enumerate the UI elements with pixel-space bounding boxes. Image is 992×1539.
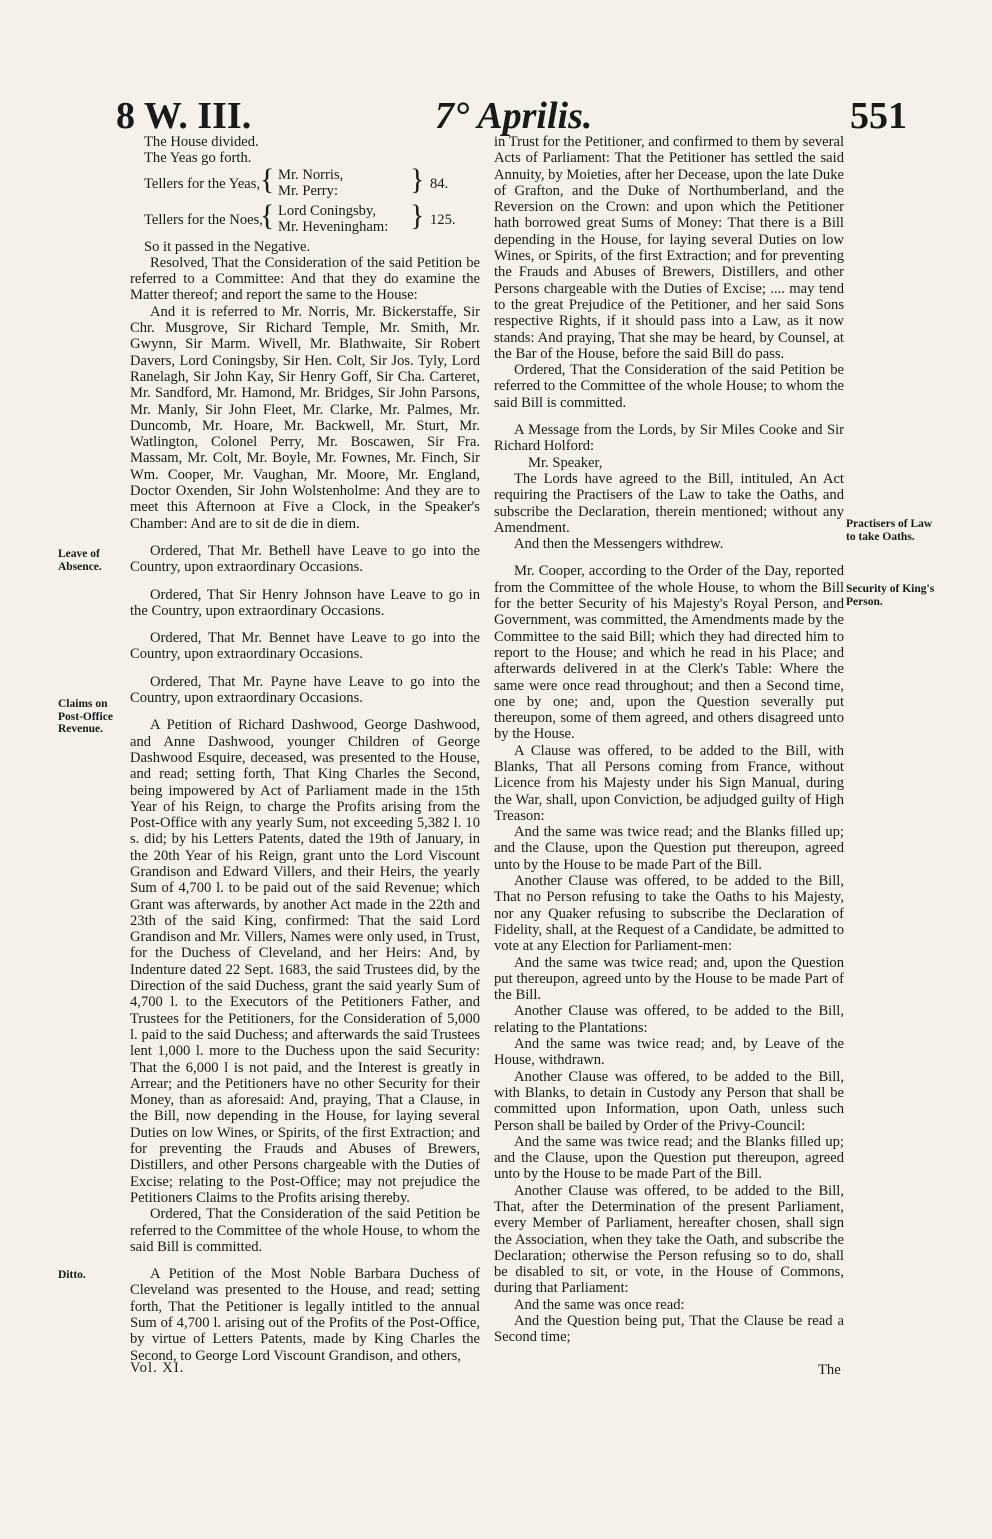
leave-paragraph: Ordered, That Mr. Bennet have Leave to go into the Country, upon extraordinary Occasions.: [130, 630, 480, 663]
tellers-noes-label: Tellers for the Noes,: [144, 211, 263, 228]
ordered-cleveland: Ordered, That the Consideration of the said Petition be referred to the Committee of the whole House; to whom the said Bill is committed.: [494, 362, 844, 411]
division-line: The House divided.: [144, 134, 259, 150]
committee-paragraph: And it is referred to Mr. Norris, Mr. Bickerstaffe, Sir Chr. Musgrove, Sir Richard Temple, Mr. Smith, Mr. Gwynn, Sir Marm. Wivell, Mr. Blathwaite, Sir Robert Davers, Lord Coningsby, Sir Hen. Colt, Sir Jos. Tyly, Lord Ranelagh, Sir John Kay, Sir Henry Goff, Sir Cha. Carteret, Mr. Sandford, Mr. Hamond, Mr. Bridges, Sir John Parsons, Mr. Manly, Sir John Fleet, Mr. Clarke, Mr. Palmes, Mr. Duncomb, Mr. Hoare, Mr. Backwell, Mr. Sturt, Mr. Watlington, Colonel Perry, Mr. Boscawen, Sir Fra. Massam, Mr. Colt, Mr. Boyle, Mr. Fownes, Mr. Finch, Sir Wm. Cooper, Mr. Vaughan, Mr. Moore, Mr. England, Doctor Oxenden, Sir John Wolstenholme: And they are to meet this Afternoon at Five a Clock, in the Speaker's Chamber: And are to sit de die in diem.: [130, 303, 480, 532]
messengers-withdrew: And then the Messengers withdrew.: [514, 536, 724, 553]
clause-paragraph: And the Question being put, That the Clause be read a Second time;: [494, 1313, 844, 1346]
petition-cleveland-continued: in Trust for the Petitioner, and confirmed to them by several Acts of Parliament: That the Petitioner has settled the said Annuity, by Moieties, after her Decease, upon the late Duke of Grafton, and the Duke of Northumberland, and the Reversion on the Crown: and upon which the Petitioner hath borrowed great Sums of Money: That there is a Bill depending in the House, for laying several Duties on low Wines, or Spirits, of the first Extraction; and for preventing the Frauds and Abuses of Brewers, Distillers, and other Persons chargeable with the Duties of Excise; .... may tend to the great Prejudice of the Petitioner, and her said Sons respective Rights, if it should pass into a Law, as it now stands: And praying, That she may be heard, by Counsel, at the Bar of the House, before the said Bill do pass.: [494, 134, 845, 362]
catchword: The: [818, 1362, 841, 1378]
clause-paragraph: And the same was once read:: [514, 1296, 685, 1313]
leave-paragraph: Ordered, That Mr. Payne have Leave to go into the Country, upon extraordinary Occasions.: [130, 673, 480, 707]
teller-name: Mr. Heveningham:: [278, 218, 389, 235]
brace-icon: {: [260, 198, 275, 232]
margin-note-leave: Leave of Absence.: [58, 548, 102, 573]
header-page-number: 551: [850, 95, 907, 137]
volume-number: Vol. XI.: [130, 1360, 185, 1376]
negative-line: So it passed in the Negative.: [144, 238, 311, 255]
clause-paragraph: And the same was twice read; and, upon the Question put thereupon, agreed unto by the House to be made Part of the Bill.: [494, 954, 844, 1004]
lords-message: A Message from the Lords, by Sir Miles Cooke and Sir Richard Holford:: [494, 422, 844, 455]
petition-cleveland: A Petition of the Most Noble Barbara Duchess of Cleveland was presented to the House, and read; setting forth, That the Petitioner is legally intitled to the annual Sum of 4,700 l. arising out of the Profits of the Post-Office, by virtue of Letters Patents, made by King Charles the Second, to George Lord Viscount Grandison, and others,: [130, 1266, 480, 1364]
teller-name: Mr. Norris,: [278, 166, 344, 183]
clause-paragraph: Another Clause was offered, to be added to the Bill, relating to the Plantations:: [494, 1003, 844, 1036]
resolved-paragraph: Resolved, That the Consideration of the said Petition be referred to a Committee: And that they do examine the Matter thereof; and report the same to the House:: [130, 254, 480, 304]
clause-paragraph: And the same was twice read; and the Blanks filled up; and the Clause, upon the Question put thereupon, agreed unto by the House to be made Part of the Bill.: [494, 1133, 844, 1183]
header-regnal-year: 8 W. III.: [116, 95, 252, 137]
clause-paragraph: And the same was twice read; and, by Leave of the House, withdrawn.: [494, 1036, 844, 1069]
ordered-dashwood: Ordered, That the Consideration of the said Petition be referred to the Committee of the whole House, to whom the said Bill is committed.: [130, 1206, 480, 1255]
teller-name: Mr. Perry:: [278, 182, 338, 199]
margin-note-claims: Claims on Post-Office Revenue.: [58, 698, 113, 735]
margin-note-security: Security of King's Person.: [846, 583, 935, 608]
teller-name: Lord Coningsby,: [278, 202, 376, 219]
clause-paragraph: Another Clause was offered, to be added to the Bill, That no Person refusing to take the Oaths to his Majesty, nor any Quaker refusing to subscribe the Declaration of Fidelity, shall, at the Request of a Candidate, be admitted to vote at any Election for Parliament-men:: [494, 873, 844, 955]
lords-agreed: The Lords have agreed to the Bill, intituled, An Act requiring the Practisers of the Law to take the Oaths, and subscribe the Declaration, therein mentioned; without any Amendment.: [494, 470, 844, 536]
header-date: 7° Aprilis.: [435, 95, 593, 137]
division-line: The Yeas go forth.: [144, 150, 252, 167]
cooper-report: Mr. Cooper, according to the Order of the Day, reported from the Committee of the whole House, to whom the Bill for the better Security of his Majesty's Royal Person, and Government, was committed, the Amendments made by the Committee to the said Bill; which they had directed him to report to the House; and which he read in his Place; and afterwards delivered in at the Clerk's Table: Where the same were once read throughout; and then a Second time, one by one; and, upon the Question severally put thereupon, some of them agreed, and others disagreed unto by the House.: [494, 563, 844, 743]
clause-paragraph: And the same was twice read; and the Blanks filled up; and the Clause, upon the Question put thereupon, agreed unto by the House to be made Part of the Bill.: [494, 824, 844, 873]
right-column: [494, 134, 844, 1346]
tellers-yeas-label: Tellers for the Yeas,: [144, 175, 261, 192]
brace-icon: }: [410, 162, 425, 196]
brace-icon: {: [260, 162, 275, 196]
clause-paragraph: Another Clause was offered, to be added to the Bill, with Blanks, to detain in Custody any Person that shall be committed upon Information, upon Oath, unless such Person shall be bailed by Order of the Privy-Council:: [494, 1068, 844, 1134]
leave-paragraph: Ordered, That Mr. Bethell have Leave to go into the Country, upon extraordinary Occasions.: [130, 542, 480, 576]
clause-paragraph: Another Clause was offered, to be added to the Bill, That, after the Determination of the present Parliament, every Member of Parliament, hereafter chosen, shall sign the Association, when they take the Oath, and subscribe the Declaration; otherwise the Person refusing so to do, shall be disabled to sit, or vote, in the House of Commons, during that Parliament:: [494, 1182, 844, 1297]
clause-paragraph: A Clause was offered, to be added to the Bill, with Blanks, That all Persons coming from France, without Licence from his Majesty under his Sign Manual, during the War, shall, upon Conviction, be adjudged guilty of High Treason:: [494, 742, 844, 824]
yeas-count: 84.: [430, 175, 449, 192]
leave-paragraph: Ordered, That Sir Henry Johnson have Leave to go in the Country, upon extraordinary Occasions.: [130, 586, 480, 619]
tellers-block: [130, 198, 480, 253]
margin-note-practisers: Practisers of Law to take Oaths.: [846, 518, 933, 543]
brace-icon: }: [410, 198, 425, 232]
noes-count: 125.: [430, 211, 456, 228]
margin-note-ditto: Ditto.: [58, 1269, 86, 1281]
petition-dashwood: A Petition of Richard Dashwood, George Dashwood, and Anne Dashwood, younger Children of George Dashwood Esquire, deceased, was presented to the House, and read; setting forth, That King Charles the Second, being impowered by Act of Parliament made in the 15th Year of his Reign, to charge the Profits arising from the Post-Office with any yearly Sum, not exceeding 5,382 l. 10 s. did; by his Letters Patents, dated the 19th of January, in the 20th Year of his Reign, grant unto the Lord Viscount Grandison and Edward Villers, and their Heirs, the yearly Sum of 4,700 l. to be paid out of the said Revenue; which Grant was afterwards, by another Act made in the 22th and 23th of the said King, confirmed: That the said Lord Grandison and Mr. Villers, Names were only used, in Trust, for the Duchess of Cleveland, and her Heirs: And, by Indenture dated 22 Sept. 1683, the said Trustees did, by the Direction of the said Duchess, grant the said yearly Sum of 4,700 l. to the Executors of the Petitioners Father, and Trustees for the Petitioners, for the Consideration of 5,000 l. paid to the said Duchess; and afterwards the said Trustees lent 1,000 l. more to the Duchess upon the said Security: That the 6,000 l is not paid, and the Interest is greatly in Arrear; and the Petitioners have no other Security for their Money, than as aforesaid: And, praying, That a Clause, in the Bill, now depending in the House, for laying several Duties on low Wines, or Spirits, of the first Extraction; and for preventing the Frauds and Abuses of Brewers, Distillers, and other Persons chargeable with the Duties of Excise; relating to the Post-Office; may not prejudice the Petitioners Claims to the Profits arising thereby.: [130, 717, 480, 1206]
speaker-address: Mr. Speaker,: [528, 454, 603, 471]
left-column: [130, 134, 480, 1364]
